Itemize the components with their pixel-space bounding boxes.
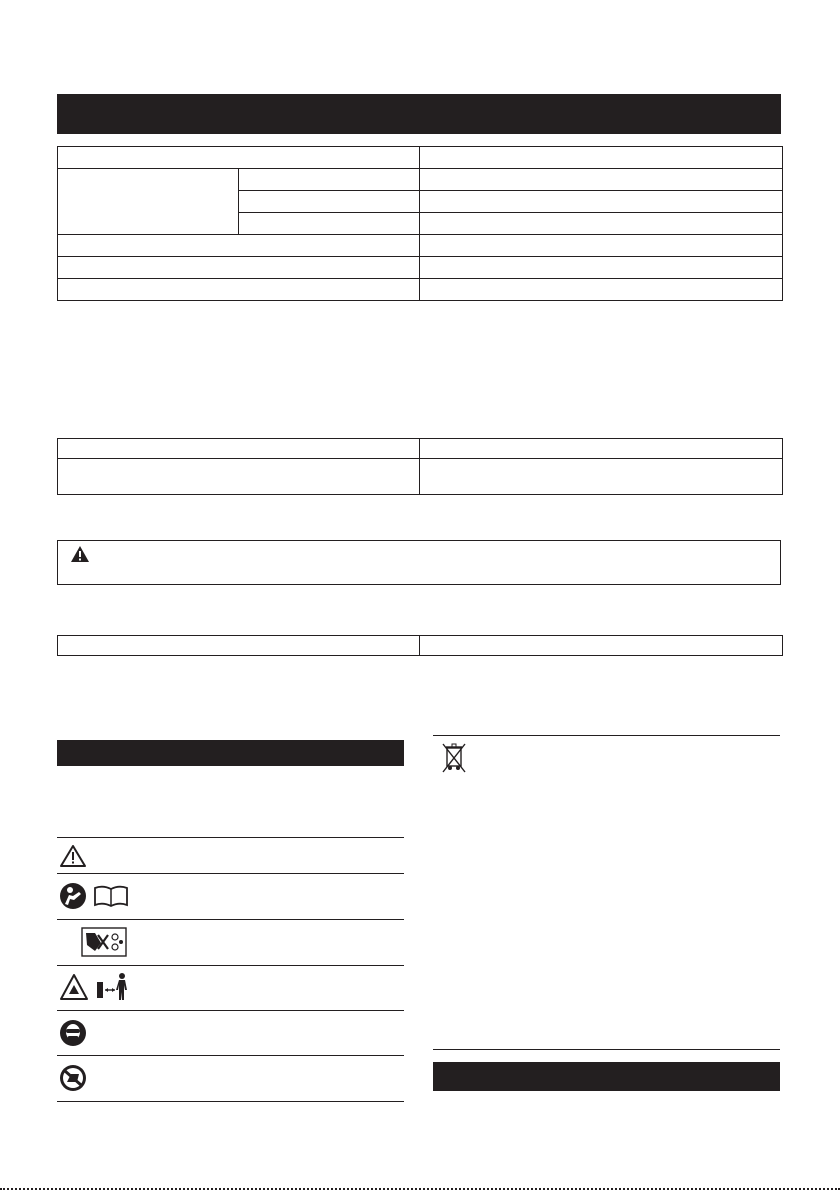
read-manual-icon (59, 882, 87, 915)
table-row (58, 147, 783, 169)
warning-triangle-icon (59, 844, 87, 873)
no-rain-exposure-icon (59, 1064, 87, 1097)
symbol-row (57, 1055, 404, 1102)
table-cell (420, 636, 783, 656)
table-cell (239, 169, 420, 191)
warning-triangle-icon (71, 546, 89, 567)
divider (433, 735, 780, 736)
table-cell (58, 459, 420, 495)
table-cell (420, 213, 783, 235)
table-row (58, 169, 783, 191)
no-fingers-in-blade-icon (81, 927, 127, 962)
single-row-table (57, 635, 783, 656)
keep-bystanders-away-icon (95, 972, 131, 1007)
table-cell-group (58, 169, 239, 235)
table-cell (420, 169, 783, 191)
table-cell (58, 257, 420, 279)
symbol-row (57, 965, 404, 1011)
symbol-row (57, 837, 404, 874)
table-cell (420, 147, 783, 169)
table-cell (58, 279, 420, 301)
battery-table (57, 438, 783, 495)
wear-eye-ear-protection-icon (59, 1019, 87, 1052)
table-cell (58, 147, 420, 169)
table-cell (420, 191, 783, 213)
table-row (58, 439, 783, 459)
table-row (58, 257, 783, 279)
table-cell (420, 459, 783, 495)
right-heading-bar (433, 1062, 780, 1091)
crossed-out-wheelie-bin-icon (442, 742, 466, 779)
open-book-icon (93, 885, 129, 912)
table-cell (58, 235, 420, 257)
section-heading-bar (57, 94, 781, 134)
perforation-line (0, 1188, 840, 1190)
symbol-row (57, 873, 404, 920)
specifications-table (57, 146, 783, 301)
table-cell (420, 279, 783, 301)
table-row (58, 235, 783, 257)
table-row (58, 459, 783, 495)
table-cell (239, 191, 420, 213)
table-cell (239, 213, 420, 235)
hazard-triangle-icon (59, 973, 89, 1006)
symbol-row (57, 919, 404, 966)
table-cell (58, 439, 420, 459)
warning-box (57, 540, 781, 585)
table-cell (420, 235, 783, 257)
table-cell (420, 257, 783, 279)
symbols-heading-bar (57, 740, 404, 766)
table-row (58, 279, 783, 301)
symbol-row (57, 1010, 404, 1056)
table-row (58, 636, 783, 656)
divider (433, 1049, 780, 1050)
table-cell (58, 636, 420, 656)
table-cell (420, 439, 783, 459)
